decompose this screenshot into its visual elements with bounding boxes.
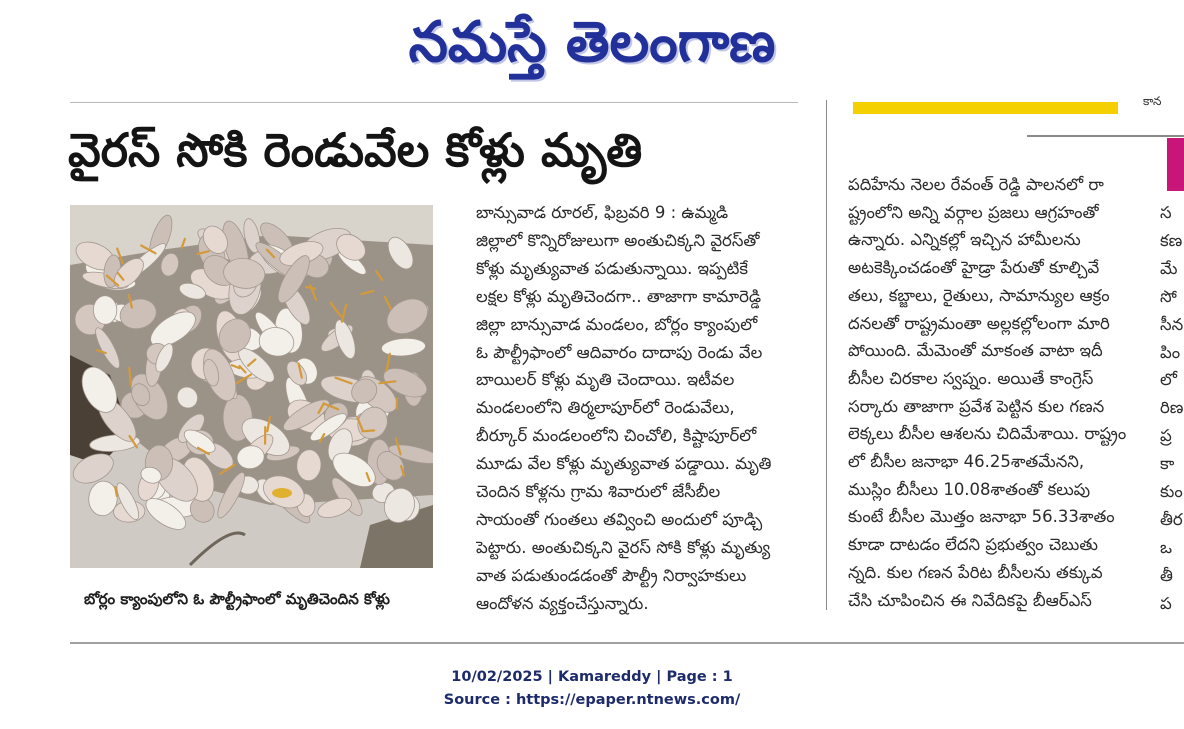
adjacent-article-body — [848, 173, 1146, 623]
article-body-line: ఆందోళన వ్యక్తంచేస్తున్నారు. — [476, 593, 649, 613]
article-body-line: కోళ్లు మృత్యువాత పడుతున్నాయి. ఇప్పటికే — [476, 258, 749, 278]
yellow-band — [853, 102, 1118, 114]
clipped-column-line: కణ — [1160, 230, 1183, 250]
article-body-line: పెట్టారు. అంతుచిక్కని వైరస్ సోకి కోళ్లు మృత్యు — [476, 537, 771, 557]
clipped-column-line: రిణ — [1160, 398, 1184, 418]
footer-meta: 10/02/2025 | Kamareddy | Page : 1 — [451, 669, 733, 685]
article-body-line: జిల్లా బాన్సువాడ మండలం, బోర్లం క్యాంపులో — [476, 314, 758, 334]
adjacent-article-line: దనలతో రాష్ట్రమంతా అల్లకల్లోలంగా మారి — [848, 313, 1110, 333]
clipped-column-line: సో — [1160, 286, 1177, 306]
masthead-divider — [70, 102, 798, 103]
article-body-line: బాన్సువాడ రూరల్, ఫిబ్రవరి 9 : ఉమ్మడి — [476, 203, 729, 222]
article-body-line: జిల్లాలో కొన్నిరోజులుగా అంతుచిక్కని వైరస్‌తో — [476, 230, 760, 250]
dead-chickens-photo — [70, 205, 433, 568]
top-right-fragment: కాన — [1143, 94, 1162, 108]
adjacent-article-line: కుంటే బీసీల మొత్తం జనాభా 56.33శాతం — [848, 507, 1115, 527]
adjacent-article-line: ష్ట్రంలోని అన్ని వర్గాల ప్రజలు ఆగ్రహంతో — [848, 202, 1099, 222]
article-body-line: మూడు వేల కోళ్లు మృత్యువాత పడ్డాయి. మృతి — [476, 454, 772, 474]
adjacent-article-line: లెక్కలు బీసీల ఆశలను చిదిమేశాయి. రాష్ట్రం — [848, 424, 1127, 444]
adjacent-article-line: పోయింది. మేమెంతో మాకంత వాటా ఇదీ — [848, 341, 1103, 361]
adjacent-article-line: ఉన్నారు. ఎన్నికల్లో ఇచ్చిన హామీలను — [848, 230, 1081, 250]
clipped-column-line: తీర — [1160, 509, 1183, 529]
clipped-column-line: కా — [1160, 454, 1175, 474]
adjacent-article-line: న్నది. కుల గణన పేరిట బీసీలను తక్కువ — [848, 562, 1103, 582]
clipped-column-line: ప్ర — [1160, 426, 1172, 446]
article-body-line: వాత పడుతుండడంతో పౌల్ట్రీ నిర్వాహకులు — [476, 565, 747, 585]
clipped-column-line: మే — [1160, 258, 1178, 278]
adjacent-article-line: అటకెక్కించడంతో హైడ్రా పేరుతో కూల్చివే — [848, 258, 1100, 278]
clipped-column-line: పిం — [1160, 342, 1181, 362]
clipped-column-line: ఒ — [1160, 537, 1173, 557]
clipped-column-line: ప — [1160, 593, 1172, 613]
top-right-divider — [1027, 135, 1184, 137]
adjacent-article-line: సర్కారు తాజాగా ప్రవేశ పెట్టిన కుల గణన — [848, 396, 1105, 416]
adjacent-article-line: బీసీల చిరకాల స్వప్నం. అయితే కాంగ్రెస్ — [848, 368, 1094, 388]
magenta-band — [1167, 138, 1184, 191]
article-body — [476, 201, 802, 621]
article-body-line: లక్షల కోళ్లు మృతిచెందగా.. తాజాగా కామారెడ్డి — [476, 286, 762, 306]
article-photo — [70, 205, 433, 568]
adjacent-article-line: చేసి చూపించిన ఈ నివేదికపై బీఆర్ఎస్ — [848, 590, 1092, 610]
footer-source[interactable]: Source : https://epaper.ntnews.com/ — [443, 692, 741, 708]
adjacent-article-line: లో బీసీల జనాభా 46.25శాతమేనని, — [848, 452, 1085, 471]
clipped-column-line: లో — [1160, 370, 1177, 390]
clipped-column-line: సీన — [1160, 314, 1184, 334]
clipped-column-line: కుం — [1160, 482, 1183, 501]
adjacent-article-line: తలు, కబ్జాలు, రైతులు, సామాన్యుల ఆక్రం — [848, 285, 1110, 305]
column-divider — [826, 100, 827, 610]
footer-divider — [70, 642, 1184, 644]
adjacent-article-line: పదిహేను నెలల రేవంత్ రెడ్డి పాలనలో రా — [848, 175, 1104, 194]
adjacent-article-line: కూడా దాటడం లేదని ప్రభుత్వం చెబుతు — [848, 535, 1098, 555]
adjacent-article-line: ముస్లిం బీసీలు 10.08శాతంతో కలుపు — [848, 479, 1091, 499]
article-body-line: మండలంలోని తిర్మలాపూర్‌లో రెండువేలు, — [476, 398, 735, 418]
clipped-column-line: తీ — [1160, 565, 1173, 585]
article-body-line: బాయిలర్ కోళ్లు మృతి చెందాయి. ఇటీవల — [476, 370, 735, 390]
article-body-line: ఓ పౌల్ట్రీఫాంలో ఆదివారం దాదాపు రెండు వేల — [476, 342, 763, 362]
clipped-column-line: స — [1160, 203, 1172, 222]
article-headline: వైరస్ సోకి రెండువేల కోళ్లు మృతి — [68, 123, 643, 177]
article-body-line: సాయంతో గుంతలు తవ్వించి అందులో పూడ్చి — [476, 509, 763, 529]
masthead-logo: నమస్తే తెలంగాణ — [408, 10, 776, 75]
photo-caption: బోర్లం క్యాంపులోని ఓ పౌల్ట్రీఫాంలో మృతిచెందిన కోళ్లు — [84, 590, 390, 608]
article-body-line: చెందిన కోళ్లను గ్రామ శివారులో జేసీబీల — [476, 482, 721, 501]
article-body-line: బీర్కూర్ మండలంలోని చించోలి, కిష్టాపూర్‌లో — [476, 426, 757, 446]
clipped-column — [1160, 201, 1184, 621]
